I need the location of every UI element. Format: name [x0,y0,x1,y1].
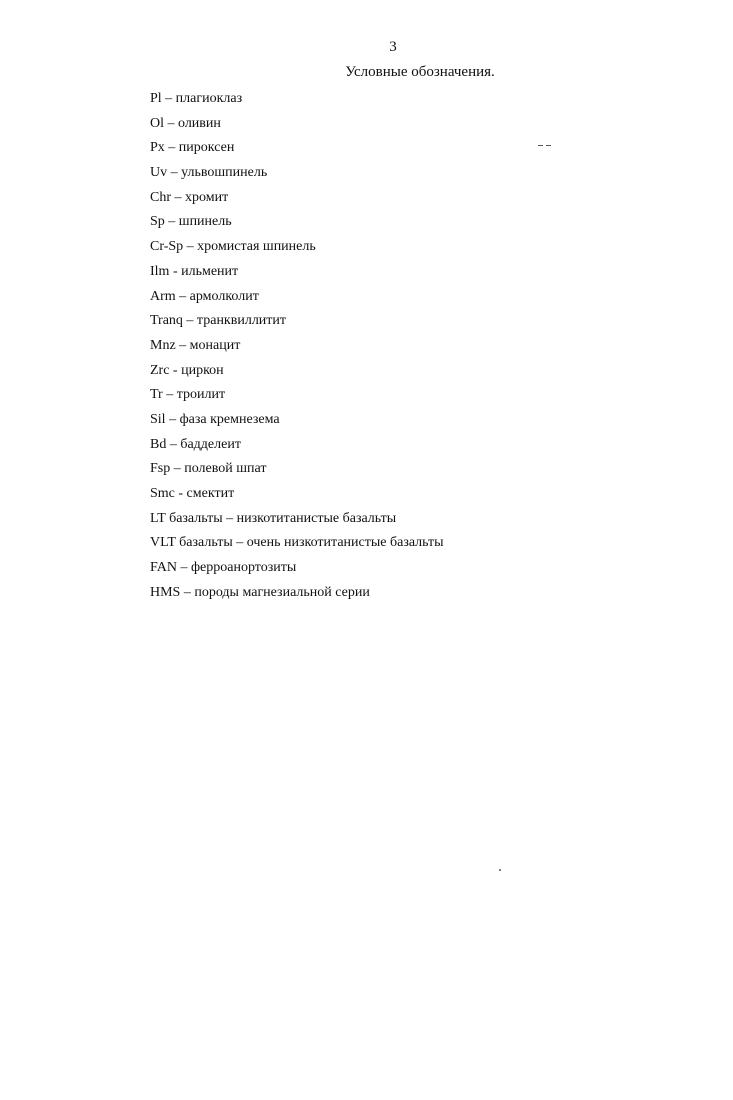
abbreviations-list [150,89,444,607]
legend-item: LT базальты – низкотитанистые базальты [150,510,397,526]
legend-item: Mnz – монацит [150,337,241,353]
legend-item: Smc - смектит [150,486,235,501]
legend-item: Ol – оливин [150,115,221,131]
scan-artifact [499,869,501,871]
page-number: 3 [389,39,397,55]
legend-item: Arm – армолколит [150,288,259,304]
legend-item: Cr-Sp – хромистая шпинель [150,239,316,255]
legend-item: Tranq – транквиллитит [150,313,287,329]
legend-item: FAN – ферроанортозиты [150,560,297,576]
legend-item: Px – пироксен [150,140,235,156]
scan-artifact [538,145,554,146]
legend-item: Fsp – полевой шпат [150,461,267,477]
legend-item: Bd – бадделеит [150,436,241,452]
legend-item: Ilm - ильменит [150,263,239,279]
legend-item: VLT базальты – очень низкотитанистые базальты [150,535,444,551]
legend-item: Uv – ульвошпинель [150,165,268,181]
legend-item: HMS – породы магнезиальной серии [150,584,370,600]
legend-item: Pl – плагиоклаз [150,91,243,106]
legend-item: Zrc - циркон [150,362,224,378]
legend-item: Chr – хромит [150,189,229,205]
legend-item: Sil – фаза кремнезема [150,411,280,427]
legend-item: Tr – троилит [150,387,226,403]
legend-item: Sp – шпинель [150,214,232,230]
page-heading: Условные обозначения. [345,64,495,80]
